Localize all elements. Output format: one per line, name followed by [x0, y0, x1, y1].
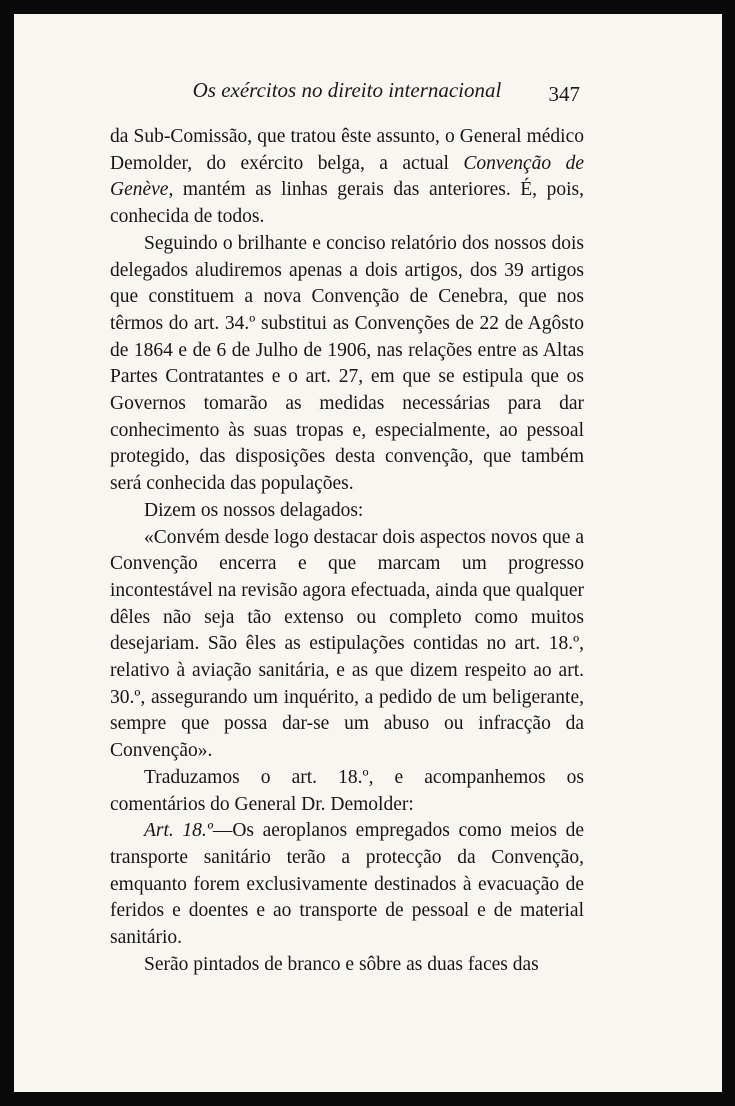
paragraph-1-text-a: da Sub-Comissão, que tratou êste assunto, o General médico Demolder, do exército belga, a actual: [110, 126, 584, 174]
paragraph-4-quote: «Convém desde logo destacar dois aspectos novos que a Convenção encerra e que marcam um progresso incontestável na revisão agora efectuada, ainda que qualquer dêles não seja tão extenso ou completo como muitos desejariam. São êles as estipulações contidas no art. 18.º, relativo à aviação sanitária, e as que dizem respeito ao art. 30.º, assegurando um inquérito, a pedido de um beligerante, sempre que possa dar-se um abuso ou infracção da Convenção».: [110, 526, 584, 762]
paragraph-3: Dizem os nossos delagados:: [144, 499, 364, 521]
running-title: Os exércitos no direito internacional: [192, 78, 502, 102]
paragraph-7: Serão pintados de branco e sôbre as duas faces das: [144, 953, 539, 975]
paragraph-1-italic-title: Convenção de Genève,: [110, 152, 584, 201]
paragraph-5: Traduzamos o art. 18.º, e acompanhemos os comentários do General Dr. Demolder:: [110, 766, 584, 815]
paragraph-1: [110, 124, 584, 231]
article-text: —Os aeroplanos empregados como meios de transporte sanitário terão a protecção da Convenção, emquanto forem exclusivamente destinados à evacuação de feridos e doentes e ao transporte de pessoal e de material sanitário.: [110, 820, 584, 949]
paragraph-1-text-c: mantém as linhas gerais das anteriores. É, pois, conhecida de todos.: [110, 179, 584, 228]
article-reference: Art. 18.º: [144, 820, 213, 842]
paragraph-6-article: [110, 818, 584, 952]
book-page: [14, 14, 722, 1092]
paragraph-2: Seguindo o brilhante e conciso relatório dos nossos dois delegados aludiremos apenas a dois artigos, dos 39 artigos que constituem a nova Convenção de Cenebra, que nos têrmos do art. 34.º substitui as Convenções de 22 de Agôsto de 1864 e de 6 de Julho de 1906, nas relações entre as Altas Partes Contratantes e o art. 27, em que se estipula que os Governos tomarão as medidas necessárias para dar conhecimento às suas tropas e, especialmente, ao pessoal protegido, das disposições desta convenção, que também será conhecida das populações.: [110, 232, 584, 495]
page-number: 347: [548, 82, 580, 106]
body-text: [110, 124, 584, 979]
page-header: [110, 78, 584, 108]
